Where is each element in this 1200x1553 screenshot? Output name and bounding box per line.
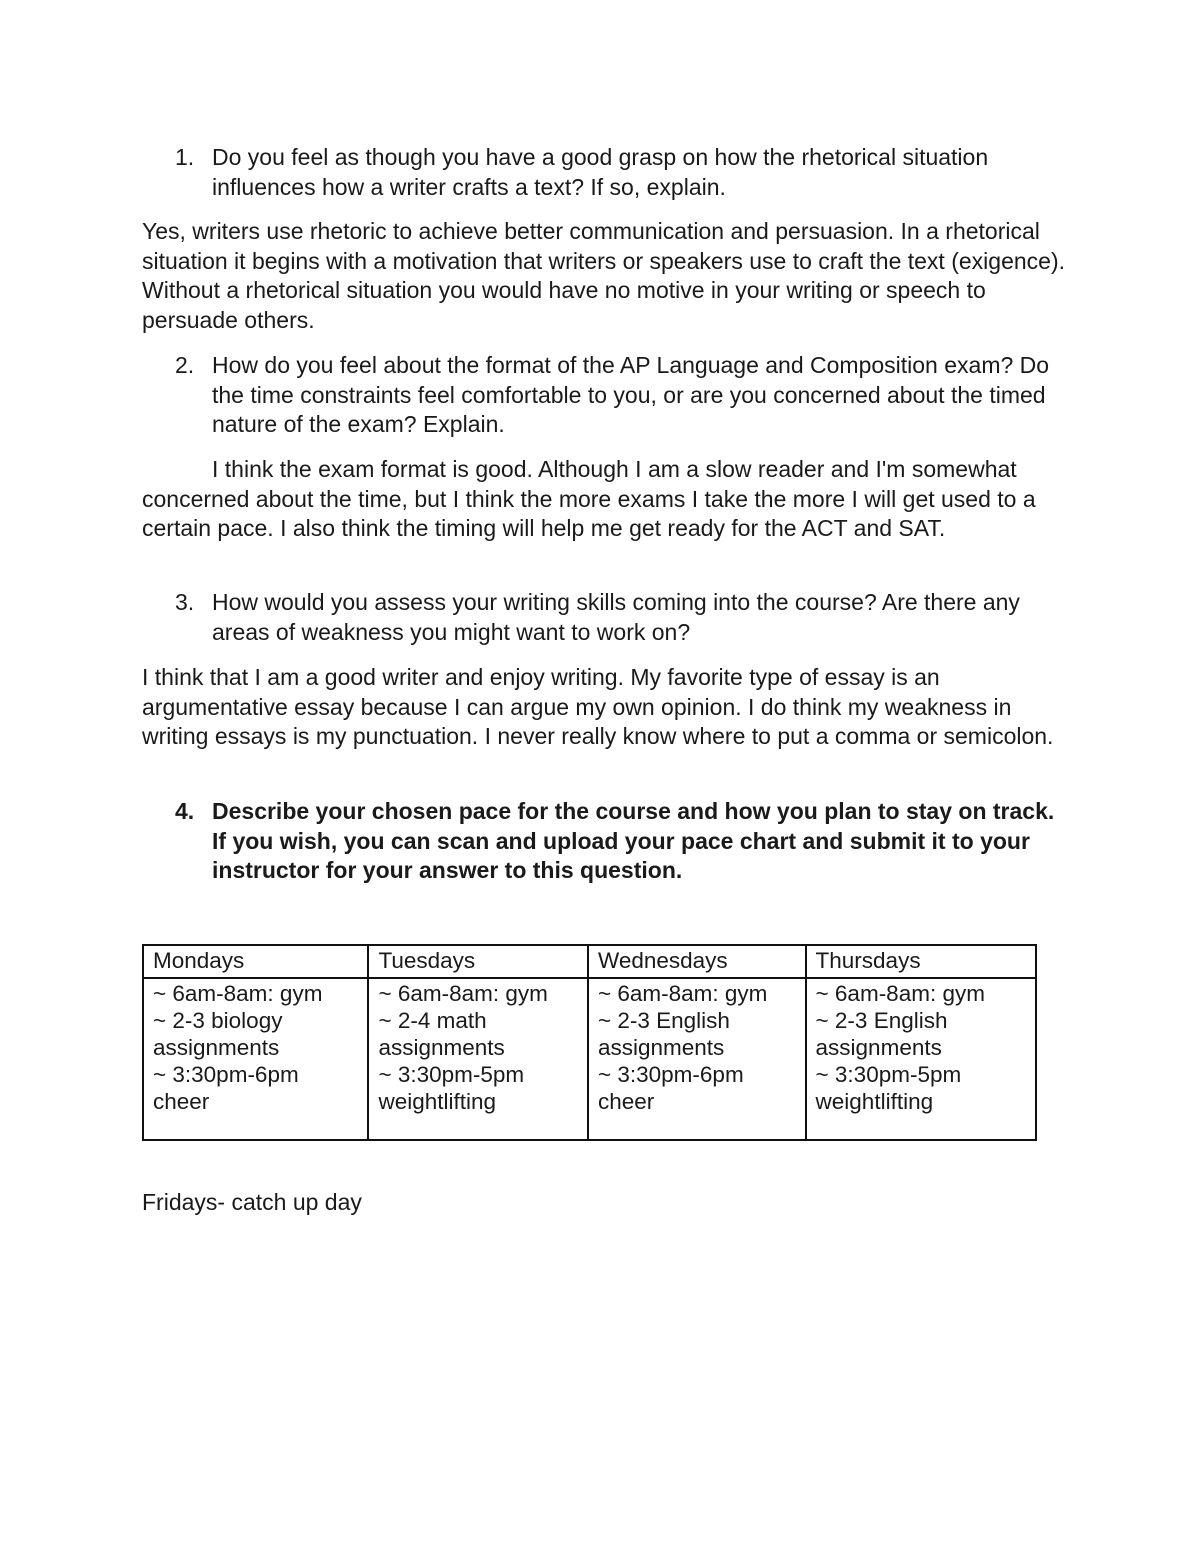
question-text: How do you feel about the format of the AP Language and Composition exam? Do the time constraints feel comfortable to you, or are you concerned about the timed nature of the exam? Explain. — [212, 352, 1050, 437]
cell-line: assignments — [153, 1035, 280, 1060]
question-number: 3. — [175, 589, 195, 615]
cell-line: ~ 3:30pm-6pm — [153, 1062, 299, 1087]
table-row — [143, 978, 1036, 1140]
question-2 — [175, 351, 1050, 440]
question-text: Do you feel as though you have a good grasp on how the rhetorical situation influences how a writer crafts a text? If so, explain. — [212, 144, 989, 200]
answer-3: I think that I am a good writer and enjoy writing. My favorite type of essay is an argumentative essay because I can argue my own opinion. I do think my weakness in writing essays is my punctuation. I never really know where to put a comma or semicolon. — [142, 664, 1054, 749]
question-number: 2. — [175, 352, 195, 378]
cell-line: ~ 3:30pm-6pm — [597, 1062, 744, 1087]
cell-line: cheer — [597, 1089, 655, 1114]
cell-mondays — [143, 978, 368, 1140]
cell-line: weightlifting — [378, 1089, 497, 1114]
cell-line: ~ 3:30pm-5pm — [378, 1062, 525, 1087]
cell-line: ~ 3:30pm-5pm — [815, 1062, 962, 1087]
cell-line: ~ 6am-8am: gym — [815, 981, 985, 1006]
fridays-note: Fridays- catch up day — [142, 1189, 362, 1215]
header-wednesdays: Wednesdays — [588, 945, 806, 978]
cell-line: ~ 2-3 English — [815, 1008, 948, 1033]
pace-chart-table — [142, 944, 1037, 1141]
cell-line: assignments — [815, 1035, 942, 1060]
cell-line: ~ 2-4 math — [378, 1008, 487, 1033]
question-number: 4. — [175, 798, 195, 824]
table-header-row — [143, 945, 1036, 978]
cell-line: ~ 6am-8am: gym — [597, 981, 768, 1006]
cell-wednesdays — [588, 978, 806, 1140]
cell-thursdays — [806, 978, 1036, 1140]
question-text: Describe your chosen pace for the course and how you plan to stay on track. If you wish, you can scan and upload your pace chart and submit it to your instructor for your answer to this question. — [212, 798, 1055, 883]
cell-line: assignments — [597, 1035, 725, 1060]
cell-line: weightlifting — [815, 1089, 934, 1114]
header-thursdays: Thursdays — [806, 945, 1036, 978]
cell-line: ~ 6am-8am: gym — [378, 981, 548, 1006]
cell-line: ~ 2-3 English — [597, 1008, 730, 1033]
question-1 — [175, 143, 1065, 202]
cell-tuesdays — [368, 978, 588, 1140]
cell-line: cheer — [153, 1089, 210, 1114]
cell-line: ~ 2-3 biology — [153, 1008, 283, 1033]
header-tuesdays: Tuesdays — [368, 945, 588, 978]
header-mondays: Mondays — [143, 945, 368, 978]
answer-2: I think the exam format is good. Although I am a slow reader and I'm somewhat concerned about the time, but I think the more exams I take the more I will get used to a certain pace. I also think the timing will help me get ready for the ACT and SAT. — [142, 456, 1036, 541]
question-3 — [175, 588, 1045, 647]
cell-line: ~ 6am-8am: gym — [153, 981, 323, 1006]
question-number: 1. — [175, 144, 195, 170]
question-4 — [175, 797, 1060, 886]
cell-line: assignments — [378, 1035, 505, 1060]
question-text: How would you assess your writing skills coming into the course? Are there any areas of weakness you might want to work on? — [212, 589, 1020, 645]
answer-1: Yes, writers use rhetoric to achieve better communication and persuasion. In a rhetorical situation it begins with a motivation that writers or speakers use to craft the text (exigence). Without a rhetorical situation you would have no motive in your writing or speech to persuade others. — [142, 218, 1065, 333]
